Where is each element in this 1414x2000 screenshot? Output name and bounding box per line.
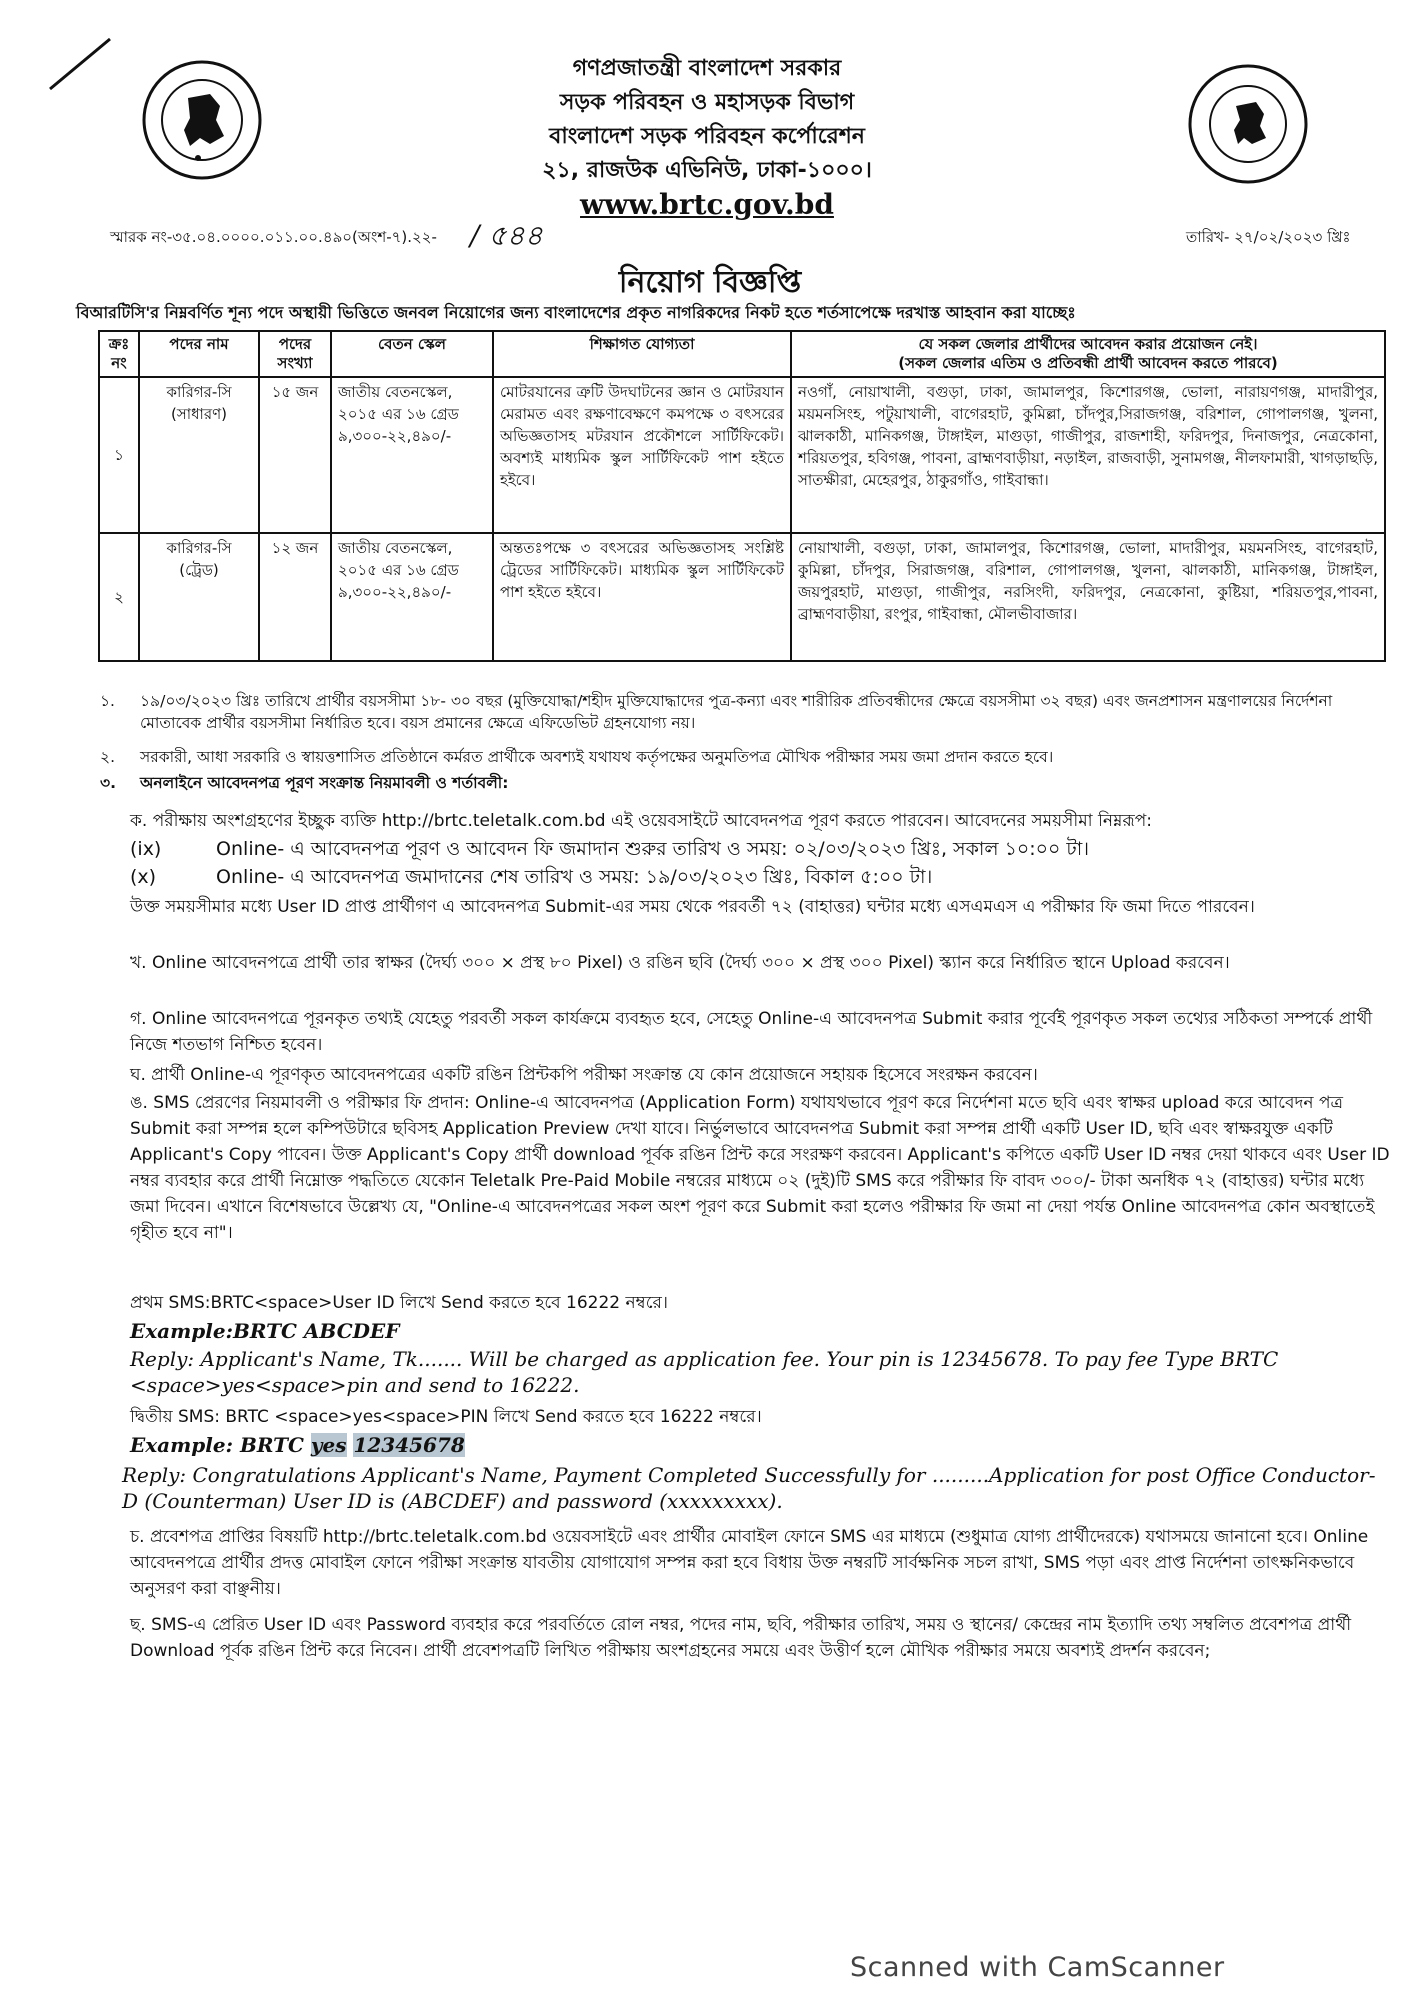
rule-start-date <box>130 836 1390 862</box>
row-post: কারিগর-সি (ট্রেড) <box>139 533 259 661</box>
rule-chha: ছ. SMS-এ প্রেরিত User ID এবং Password ব্যবহার করে পরবর্তিতে রোল নম্বর, পদের নাম, ছবি, পরীক্ষার তারিখ, সময় ও স্থানের/ কেন্দ্রের নাম ইত্যাদি তথ্য সম্বলিত প্রবেশপত্র প্রার্থী Download পূর্বক রঙিন প্রিন্ট করে নিবেন। প্রার্থী প্রবেশপত্রটি লিখিত পরীক্ষায় অংশগ্রহনের সময়ে এবং উত্তীর্ণ হলে মৌখিক পরীক্ষার সময়ে অবশ্যই প্রদর্শন করবেন; <box>130 1615 1352 1661</box>
col-districts <box>791 331 1385 377</box>
rule-kha: খ. Online আবেদনপত্রে প্রার্থী তার স্বাক্ষর (দৈর্ঘ্য ৩০০ × প্রস্থ ৮০ Pixel) ও রঙিন ছবি (দৈর্ঘ্য ৩০০ × প্রস্থ ৩০০ Pixel) স্ক্যান করে নির্ধারিত স্থানে Upload করবেন। <box>130 953 1230 973</box>
header-government: গণপ্রজাতন্ত্রী বাংলাদেশ সরকার <box>572 56 842 81</box>
table-row <box>99 533 1385 661</box>
sms-example-1: Example:BRTC ABCDEF <box>130 1319 400 1343</box>
intro-paragraph: বিআরটিসি'র নিম্নবর্ণিত শূন্য পদে অস্থায়ী ভিত্তিতে জনবল নিয়োগের জন্য বাংলাদেশের প্রকৃত নাগরিকদের নিকট হতে শর্তসাপেক্ষে দরখাস্ত আহবান করা যাচ্ছেঃ <box>76 303 1076 322</box>
rule-ga: গ. Online আবেদনপত্রে পূরনকৃত তথ্যই যেহেতু পরবর্তী সকল কার্যক্রমে ব্যবহৃত হবে, সেহেতু Online-এ আবেদনপত্র Submit করার পূর্বেই পূরণকৃত সকল তথ্যের সঠিকতা সম্পর্কে প্রার্থী নিজে শতভাগ নিশ্চিত হবেন। <box>130 1009 1373 1055</box>
rule-x-label: (x) <box>130 866 157 888</box>
row-scale: জাতীয় বেতনস্কেল, ২০১৫ এর ১৬ গ্রেড ৯,৩০০-২২,৪৯০/- <box>331 377 493 533</box>
note-online-rules <box>100 772 1390 794</box>
sms-second: দ্বিতীয় SMS: BRTC <space>yes<space>PIN লিখে Send করতে হবে 16222 নম্বরে। <box>130 1407 762 1427</box>
sms-example-2-pin: 12345678 <box>353 1433 465 1457</box>
note-number: ৩. <box>100 774 116 792</box>
rule-end-date <box>130 864 1390 890</box>
col-count: পদের সংখ্যা <box>259 331 331 377</box>
row-serial: ১ <box>99 377 139 533</box>
row-count: ১৫ জন <box>259 377 331 533</box>
memo-handwritten-number: / ৫৪৪ <box>470 219 543 252</box>
rule-uma: ঙ. SMS প্রেরণের নিয়মাবলী ও পরীক্ষার ফি প্রদান: Online-এ আবেদনপত্র (Application Form) যথাযথভাবে পূরণ করে নির্দেশনা মতে ছবি এবং স্বাক্ষর upload করে আবেদন পত্র Submit করা সম্পন্ন হলে কম্পিউটারে ছবিসহ Application Preview দেখা যাবে। নির্ভুলভাবে আবেদনপত্র Submit করা সম্পন্ন প্রার্থী একটি User ID, ছবি এবং স্বাক্ষরযুক্ত একটি Applicant's Copy পাবেন। উক্ত Applicant's Copy প্রার্থী download পূর্বক রঙিন প্রিন্ট করে সংরক্ষণ করবেন। Applicant's কপিতে একটি User ID নম্বর দেয়া থাকবে এবং User ID নম্বর ব্যবহার করে প্রার্থী নিম্নোক্ত পদ্ধতিতে যেকোন Teletalk Pre-Paid Mobile নম্বরের মাধ্যমে ০২ (দুই)টি SMS করে পরীক্ষার ফি বাবদ ৩০০/- টাকা অনধিক ৭২ (বাহাত্তর) ঘন্টার মধ্যে জমা দিবেন। এখানে বিশেষভাবে উল্লেখ্য যে, "Online-এ আবেদনপত্রের সকল অংশ পূরণ করে Submit করা হলেও পরীক্ষার ফি জমা না দেয়া পর্যন্ত Online আবেদনপত্র কোন অবস্থাতেই গৃহীত হবে না"। <box>130 1093 1390 1243</box>
sms-example-2-yes: yes <box>310 1433 347 1457</box>
row-count: ১২ জন <box>259 533 331 661</box>
page-title: নিয়োগ বিজ্ঞপ্তি <box>618 265 802 300</box>
note-age-limit <box>100 690 1390 734</box>
note-text: অনলাইনে আবেদনপত্র পূরণ সংক্রান্ত নিয়মাবলী ও শর্তাবলী: <box>140 774 509 792</box>
sms-example-2-prefix: Example: BRTC <box>130 1433 304 1457</box>
sms-reply-1: Reply: Applicant's Name, Tk....... Will be charged as application fee. Your pin is 12345678. To pay fee Type BRTC <space>yes<space>pin and send to 16222. <box>130 1347 1279 1397</box>
letterhead <box>420 52 994 222</box>
col-districts-note: (সকল জেলার এতিম ও প্রতিবন্ধী প্রার্থী আবেদন করতে পারবে) <box>898 354 1278 372</box>
row-districts: নওগাঁ, নোয়াখালী, বগুড়া, ঢাকা, জামালপুর, কিশোরগঞ্জ, ভোলা, নারায়ণগঞ্জ, মাদারীপুর, ময়মনসিংহ, পটুয়াখালী, বাগেরহাট, কুমিল্লা, চাঁদপুর,সিরাজগঞ্জ, বরিশাল, গোপালগঞ্জ, খুলনা, ঝালকাঠী, মানিকগঞ্জ, টাঙ্গাইল, মাগুড়া, গাজীপুর, রাজশাহী, ফরিদপুর, দিনাজপুর, নেত্রকোনা, শরিয়তপুর, হবিগঞ্জ, পাবনা, ব্রাহ্মণবাড়ীয়া, নড়াইল, রাজবাড়ী, সুনামগঞ্জ, নীলফামারী, খাগড়াছড়ি, সাতক্ষীরা, মেহেরপুর, ঠাকুরগাঁও, গাইবান্ধা। <box>791 377 1385 533</box>
col-districts-title: যে সকল জেলার প্রার্থীদের আবেদন করার প্রয়োজন নেই। <box>918 335 1258 353</box>
col-post: পদের নাম <box>139 331 259 377</box>
brtc-logo-right <box>1186 62 1310 186</box>
row-qualification: অন্ততঃপক্ষে ৩ বৎসরের অভিজ্ঞতাসহ সংশ্লিষ্ট ট্রেডের সার্টিফিকেট। মাধ্যমিক স্কুল সার্টিফিকেট পাশ হইতে হইবে। <box>493 533 791 661</box>
table-header-row <box>99 331 1385 377</box>
pen-mark <box>40 34 120 94</box>
header-organization: বাংলাদেশ সড়ক পরিবহন কর্পোরেশন <box>549 124 865 149</box>
memo-reference: স্মারক নং-৩৫.০৪.০০০০.০১১.০০.৪৯০(অংশ-৭).২২- <box>110 228 437 246</box>
header-website[interactable]: www.brtc.gov.bd <box>580 188 834 221</box>
col-scale: বেতন স্কেল <box>331 331 493 377</box>
header-address: ২১, রাজউক এভিনিউ, ঢাকা-১০০০। <box>542 158 872 183</box>
rule-ka-tail: উক্ত সময়সীমার মধ্যে User ID প্রাপ্ত প্রার্থীগণ এ আবেদনপত্র Submit-এর সময় থেকে পরবর্তী ৭২ (বাহাত্তর) ঘন্টার মধ্যে এসএমএস এ পরীক্ষার ফি জমা দিতে পারবেন। <box>130 897 1255 917</box>
rule-ix-label: (ix) <box>130 838 162 860</box>
note-number: ১. <box>100 692 115 710</box>
row-serial: ২ <box>99 533 139 661</box>
rule-ka: ক. পরীক্ষায় অংশগ্রহণের ইচ্ছুক ব্যক্তি http://brtc.teletalk.com.bd এই ওয়েবসাইটে আবেদনপত্র পূরণ করতে পারবেন। আবেদনের সময়সীমা নিম্নরূপ: <box>130 811 1153 831</box>
government-seal-left <box>140 58 264 182</box>
sms-first: প্রথম SMS:BRTC<space>User ID লিখে Send করতে হবে 16222 নম্বরে। <box>130 1293 668 1313</box>
row-districts: নোয়াখালী, বগুড়া, ঢাকা, জামালপুর, কিশোরগঞ্জ, ভোলা, মাদারীপুর, ময়মনসিংহ, বাগেরহাট, কুমিল্লা, চাঁদপুর, সিরাজগঞ্জ, বরিশাল, গোপালগঞ্জ, খুলনা, ঝালকাঠী, মানিকগঞ্জ, টাঙ্গাইল, জয়পুরহাট, মাগুড়া, গাজীপুর, নরসিংদী, ফরিদপুর, নেত্রকোনা, কুষ্টিয়া, শরিয়তপুর,পাবনা, ব্রাহ্মণবাড়ীয়া, রংপুর, গাইবান্ধা, মৌলভীবাজার। <box>791 533 1385 661</box>
note-number: ২. <box>100 748 116 766</box>
rule-cha: চ. প্রবেশপত্র প্রাপ্তির বিষয়টি http://brtc.teletalk.com.bd ওয়েবসাইটে এবং প্রার্থীর মোবাইল ফোনে SMS এর মাধ্যমে (শুধুমাত্র যোগ্য প্রার্থীদেরকে) যথাসময়ে জানানো হবে। Online আবেদনপত্রে প্রার্থীর প্রদত্ত মোবাইল ফোনে পরীক্ষা সংক্রান্ত যাবতীয় যোগাযোগ সম্পন্ন করা হবে বিধায় উক্ত নম্বরটি সার্বক্ষনিক সচল রাখা, SMS পড়া এবং প্রাপ্ত নির্দেশনা তাৎক্ষনিকভাবে অনুসরণ করা বাঞ্ছনীয়। <box>130 1527 1369 1599</box>
note-permission <box>100 746 1390 768</box>
scanner-watermark: Scanned with CamScanner <box>850 1952 1225 1983</box>
rule-ix-text: Online- এ আবেদনপত্র পূরণ ও আবেদন ফি জমাদান শুরুর তারিখ ও সময়: ০২/০৩/২০২৩ খ্রিঃ, সকাল ১০:০০ টা। <box>216 838 1090 860</box>
row-post: কারিগর-সি (সাধারণ) <box>139 377 259 533</box>
sms-example-2 <box>130 1432 1390 1458</box>
col-qualification: শিক্ষাগত যোগ্যতা <box>493 331 791 377</box>
sms-reply-2: Reply: Congratulations Applicant's Name, Payment Completed Successfully for .........Application for post Office Conductor-D (Counterman) User ID is (ABCDEF) and password (xxxxxxxxx). <box>122 1463 1376 1513</box>
row-scale: জাতীয় বেতনস্কেল, ২০১৫ এর ১৬ গ্রেড ৯,৩০০-২২,৪৯০/- <box>331 533 493 661</box>
col-serial: ক্রঃ নং <box>99 331 139 377</box>
row-qualification: মোটরযানের ত্রুটি উদঘাটনের জ্ঞান ও মোটরযান মেরামত এবং রক্ষণাবেক্ষণে কমপক্ষে ৩ বৎসরের অভিজ্ঞতাসহ মটরযান প্রকৌশলে সার্টিফিকেট। অবশ্যই মাধ্যমিক স্কুল সার্টিফিকেট পাশ হইতে হইবে। <box>493 377 791 533</box>
rule-gha: ঘ. প্রার্থী Online-এ পূরণকৃত আবেদনপত্রের একটি রঙিন প্রিন্টকপি পরীক্ষা সংক্রান্ত যে কোন প্রয়োজনে সহায়ক হিসেবে সংরক্ষন করবেন। <box>130 1065 1038 1085</box>
memo-date: তারিখ- ২৭/০২/২০২৩ খ্রিঃ <box>1186 228 1351 246</box>
vacancy-table <box>98 330 1386 662</box>
header-division: সড়ক পরিবহন ও মহাসড়ক বিভাগ <box>559 90 855 115</box>
note-text: সরকারী, আধা সরকারি ও স্বায়ত্তশাসিত প্রতিষ্ঠানে কর্মরত প্রার্থীকে অবশ্যই যথাযথ কর্তৃপক্ষের অনুমতিপত্র মৌখিক পরীক্ষার সময় জমা প্রদান করতে হবে। <box>140 748 1054 766</box>
note-text: ১৯/০৩/২০২৩ খ্রিঃ তারিখে প্রার্থীর বয়সসীমা ১৮- ৩০ বছর (মুক্তিযোদ্ধা/শহীদ মুক্তিযোদ্ধাদের পুত্র-কন্যা এবং শারীরিক প্রতিবন্ধীদের ক্ষেত্রে বয়সসীমা ৩২ বছর) এবং জনপ্রশাসন মন্ত্রণালয়ের নির্দেশনা মোতাবেক প্রার্থীর বয়সসীমা নির্ধারিত হবে। বয়স প্রমানের ক্ষেত্রে এফিডেভিট গ্রহনযোগ্য নয়। <box>140 692 1333 732</box>
rule-x-text: Online- এ আবেদনপত্র জমাদানের শেষ তারিখ ও সময়: ১৯/০৩/২০২৩ খ্রিঃ, বিকাল ৫:০০ টা। <box>216 866 933 888</box>
table-row <box>99 377 1385 533</box>
